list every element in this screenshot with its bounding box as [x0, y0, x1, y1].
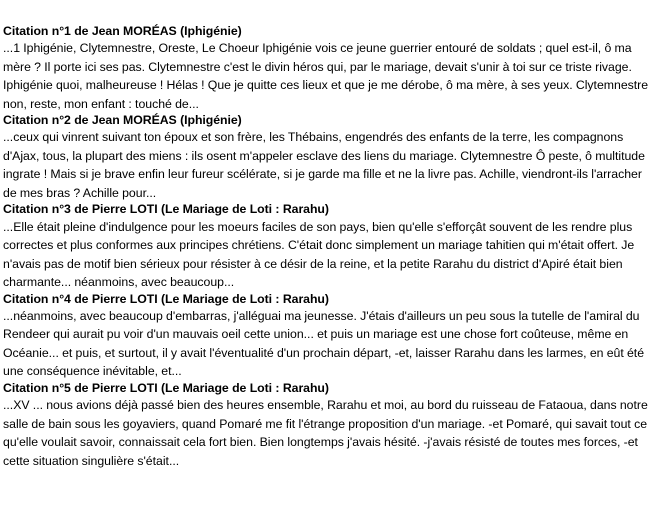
citation-title-1: Citation n°1 de Jean MORÉAS (Iphigénie) — [3, 24, 242, 38]
citation-title-3: Citation n°3 de Pierre LOTI (Le Mariage de Loti : Rarahu) — [3, 202, 329, 217]
citation-title-2: Citation n°2 de Jean MORÉAS (Iphigénie) — [3, 113, 242, 128]
citation-entry-2 — [3, 113, 649, 202]
citation-entry-1 — [3, 24, 649, 113]
citation-title-5: Citation n°5 de Pierre LOTI (Le Mariage de Loti : Rarahu) — [3, 380, 329, 395]
citation-text-4: ...néanmoins, avec beaucoup d'embarras, j'alléguai ma jeunesse. J'étais d'ailleurs un peu sous la tutelle de l'amiral du Rendeer qui aurait pu voir d'un mauvais oeil cette union... et puis un mariage est une chose fort coûteuse, même en Océanie... et puis, et surtout, il y avait l'éventualité d'un prochain départ, -et, laisser Rarahu dans les larmes, en eût été une conséquence inévitable, et... — [3, 308, 645, 379]
citation-text-2: ...ceux qui vinrent suivant ton époux et son frère, les Thébains, engendrés des enfants de la terre, les compagnons d'Ajax, tous, la plupart des miens : ils osent m'appeler esclave des liens du mariage. Clytemnestre Ô peste, ô multitude ingrate ! Mais si je brave enfin leur fureur scélérate, si je garde ma fille et ne la livre pas. Achille, viendront-ils l'arracher de mes bras ? Achille pour... — [3, 130, 645, 200]
citation-title-4: Citation n°4 de Pierre LOTI (Le Mariage de Loti : Rarahu) — [3, 291, 329, 306]
citation-entry-3 — [3, 202, 649, 291]
citation-text-5: ...XV ... nous avions déjà passé bien des heures ensemble, Rarahu et moi, au bord du ruisseau de Fataoua, dans notre salle de bain sous les goyaviers, quand Pomaré me fit l'étrange proposition d'un mariage. -et Pomaré, qui savait tout ce qu'elle voulait savoir, connaissait cela fort bien. Bien longtemps j'avais hésité. -j'avais résisté de toutes mes forces, -et cette situation singulière s'était... — [3, 398, 648, 468]
citation-text-3: ...Elle était pleine d'indulgence pour les moeurs faciles de son pays, bien qu'elle s'efforçât souvent de les rendre plus correctes et plus conformes aux principes chrétiens. C'était donc simplement un mariage tahitien qui m'était offert. Je n'avais pas de motif bien sérieux pour résister à ce désir de la reine, et la petite Rarahu du district d'Apiré était bien charmante... néanmoins, avec beaucoup... — [3, 219, 635, 290]
citation-entry-5 — [3, 381, 649, 470]
citation-text-1: ...1 Iphigénie, Clytemnestre, Oreste, Le Choeur Iphigénie vois ce jeune guerrier entouré de soldats ; quel est-il, ô ma mère ? Il porte ici ses pas. Clytemnestre c'est le divin héros qui, par le mariage, devait s'unir à toi sur ce triste rivage. Iphigénie quoi, malheureuse ! Hélas ! Que je quitte ces lieux et que je me dérobe, ô ma mère, à ses yeux. Clytemnestre non, reste, mon enfant : touché de... — [3, 41, 649, 111]
citation-entry-4 — [3, 292, 649, 381]
